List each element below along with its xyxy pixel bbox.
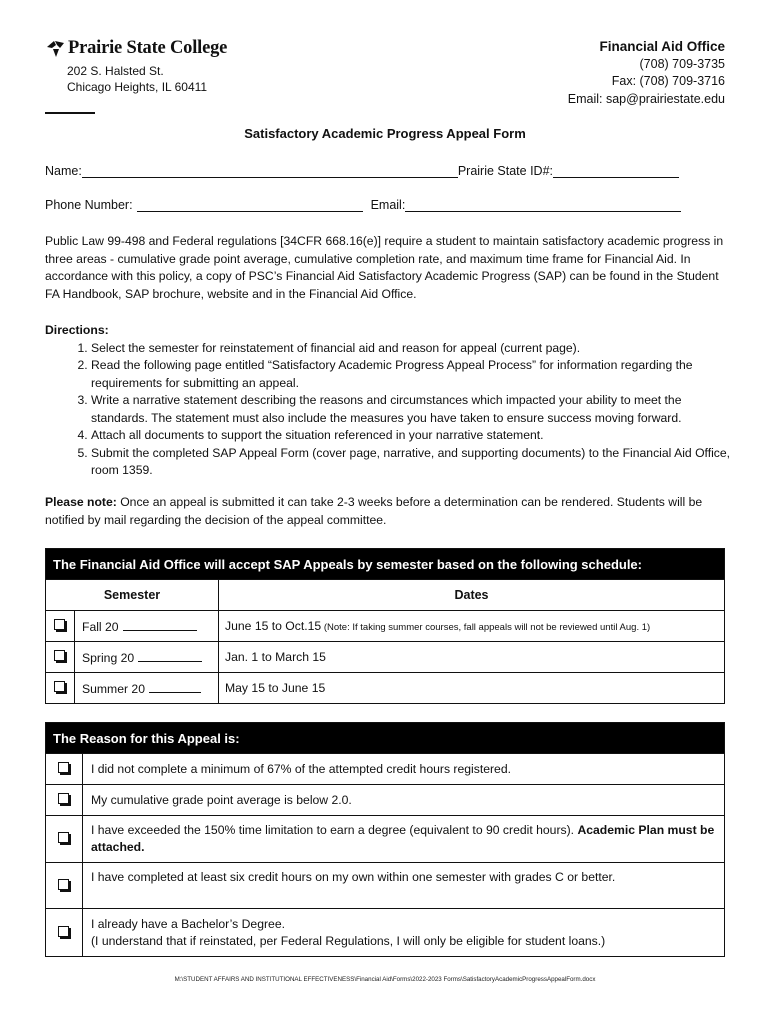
dates-cell	[219, 611, 725, 642]
reason-text-cell	[83, 816, 725, 863]
phone-email-row	[45, 198, 681, 212]
semester-cell	[75, 611, 219, 642]
reason-checkbox-bachelors[interactable]	[58, 926, 69, 937]
reason-text-line2: (I understand that if reinstated, per Federal Regulations, I will only be eligible for student loans.)	[91, 933, 606, 948]
list-item: 2. Read the following page entitled “Satisfactory Academic Progress Appeal Process” for information regarding the requirements for submitting an appeal.	[91, 357, 735, 392]
office-phone: (708) 709-3735	[639, 56, 725, 71]
office-email: Email: sap@prairiestate.edu	[567, 91, 725, 106]
table-row	[46, 673, 725, 704]
header-divider	[45, 112, 95, 114]
semester-cell	[75, 673, 219, 704]
summer-checkbox[interactable]	[54, 681, 65, 692]
schedule-header: The Financial Aid Office will accept SAP Appeals by semester based on the following schedule:	[46, 549, 725, 580]
note-text: Once an appeal is submitted it can take 2-3 weeks before a determination can be rendered. Students will be notified by mail regarding the decision of the appeal committee.	[45, 495, 703, 527]
reason-checkbox-time-limit[interactable]	[58, 832, 69, 843]
reason-text-cell	[83, 909, 725, 957]
name-field[interactable]	[82, 165, 458, 178]
table-row	[46, 611, 725, 642]
form-title: Satisfactory Academic Progress Appeal Form	[244, 126, 526, 141]
reason-text: I did not complete a minimum of 67% of the attempted credit hours registered.	[83, 754, 725, 785]
address-line-2: Chicago Heights, IL 60411	[67, 80, 208, 94]
semester-label: Summer 20	[82, 682, 145, 696]
fall-checkbox[interactable]	[54, 619, 65, 630]
year-field[interactable]	[138, 649, 202, 662]
dates-cell	[219, 673, 725, 704]
reason-checkbox-credit-hours[interactable]	[58, 879, 69, 890]
name-id-row	[45, 164, 679, 178]
footer-file-path: M:\STUDENT AFFAIRS AND INSTITUTIONAL EFFECTIVENESS\Financial Aid\Forms\2022-2023 Forms\SatisfactoryAcademicProgressAppealForm.docx	[174, 976, 596, 983]
reason-table	[45, 722, 725, 957]
office-name: Financial Aid Office	[599, 39, 725, 54]
checkbox-cell[interactable]	[46, 611, 75, 642]
reason-checkbox-gpa[interactable]	[58, 793, 69, 804]
name-label: Name:	[45, 164, 82, 178]
table-row	[46, 863, 725, 909]
table-row	[46, 754, 725, 785]
dates-cell	[219, 642, 725, 673]
checkbox-cell[interactable]	[46, 816, 83, 863]
semester-cell	[75, 642, 219, 673]
phone-field[interactable]	[137, 199, 363, 212]
spring-checkbox[interactable]	[54, 650, 65, 661]
dates-column-header: Dates	[219, 580, 725, 611]
semester-column-header: Semester	[46, 580, 219, 611]
checkbox-cell[interactable]	[46, 642, 75, 673]
checkbox-cell[interactable]	[46, 673, 75, 704]
note-label: Please note:	[45, 495, 117, 509]
office-fax: Fax: (708) 709-3716	[611, 74, 725, 88]
list-item: 1. Select the semester for reinstatement of financial aid and reason for appeal (current page).	[91, 340, 735, 358]
dates-range: Jan. 1 to March 15	[225, 650, 326, 664]
semester-label: Fall 20	[82, 620, 119, 634]
college-logo	[46, 38, 227, 59]
directions-section	[45, 322, 735, 480]
semester-label: Spring 20	[82, 651, 135, 665]
please-note	[45, 494, 735, 529]
list-item: 4. Attach all documents to support the situation referenced in your narrative statement.	[91, 427, 735, 445]
year-field[interactable]	[123, 618, 197, 631]
dates-note: (Note: If taking summer courses, fall appeals will not be reviewed until Aug. 1)	[321, 622, 651, 633]
checkbox-cell[interactable]	[46, 754, 83, 785]
year-field[interactable]	[149, 680, 201, 693]
student-id-field[interactable]	[553, 165, 679, 178]
dates-range: June 15 to Oct.15	[225, 619, 322, 633]
reason-text: I have completed at least six credit hours on my own within one semester with grades C or better.	[83, 863, 725, 909]
email-field[interactable]	[405, 199, 681, 212]
schedule-table	[45, 548, 725, 704]
college-address	[67, 63, 207, 95]
address-line-1: 202 S. Halsted St.	[67, 64, 164, 78]
college-name: Prairie State College	[68, 38, 228, 58]
directions-title: Directions:	[45, 323, 109, 337]
table-row	[46, 642, 725, 673]
dates-range: May 15 to June 15	[225, 681, 326, 695]
reason-text: I already have a Bachelor’s Degree.	[91, 916, 285, 931]
table-row	[46, 816, 725, 863]
office-contact	[568, 38, 725, 108]
reason-text: My cumulative grade point average is below 2.0.	[83, 785, 725, 816]
phone-label: Phone Number:	[45, 198, 133, 212]
email-label: Email:	[370, 198, 406, 212]
list-item: 5. Submit the completed SAP Appeal Form (cover page, narrative, and supporting documents) to the Financial Aid Office, room 1359.	[91, 445, 735, 480]
student-id-label: Prairie State ID#:	[457, 164, 554, 178]
reason-header: The Reason for this Appeal is:	[46, 723, 725, 754]
intro-paragraph: Public Law 99-498 and Federal regulations [34CFR 668.16(e)] require a student to maintain satisfactory academic progress in three areas - cumulative grade point average, cumulative completion rate, and maximum time frame for Financial Aid. In accordance with this policy, a copy of PSC’s Financial Aid Satisfactory Academic Progress (SAP) can be found in the Student FA Handbook, SAP brochure, website and in the Financial Aid Office.	[45, 234, 724, 301]
table-row	[46, 785, 725, 816]
directions-list	[45, 340, 735, 480]
checkbox-cell[interactable]	[46, 785, 83, 816]
checkbox-cell[interactable]	[46, 863, 83, 909]
reason-text: I have exceeded the 150% time limitation to earn a degree (equivalent to 90 credit hours).	[91, 823, 578, 837]
checkbox-cell[interactable]	[46, 909, 83, 957]
list-item: 3. Write a narrative statement describing the reasons and circumstances which impacted your ability to meet the standards. The statement must also include the measures you have taken to ensure success moving forward.	[91, 392, 735, 427]
table-row	[46, 909, 725, 957]
college-logo-icon	[46, 39, 66, 59]
reason-checkbox-completion[interactable]	[58, 762, 69, 773]
reason-bold-text: Academic Plan must be attached.	[91, 823, 715, 854]
